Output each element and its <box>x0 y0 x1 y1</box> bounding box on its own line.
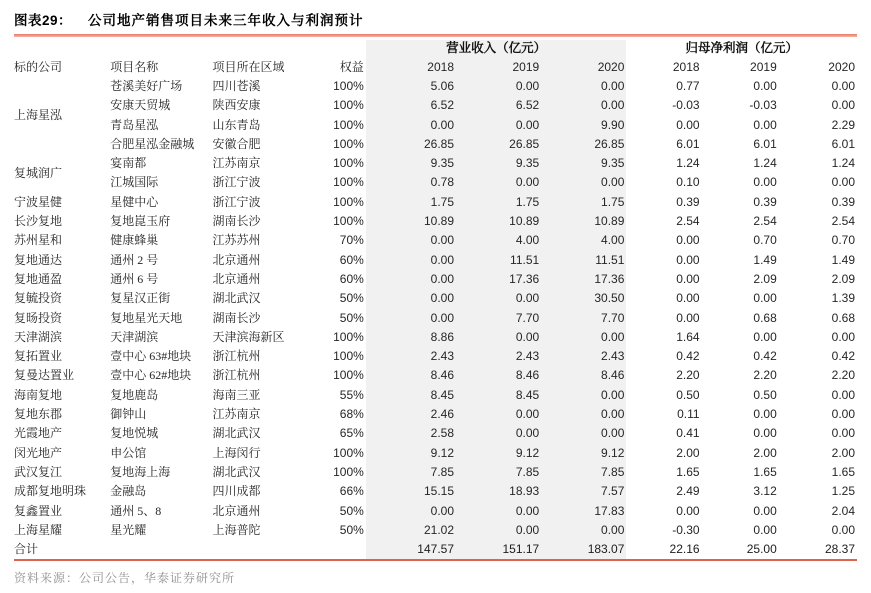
project-cell: 健康蜂巢 <box>110 233 159 248</box>
profit-cell-2019: 2.00 <box>753 445 777 460</box>
table-row <box>14 231 857 250</box>
region-cell: 安徽合肥 <box>212 136 261 151</box>
profit-cell-2019: 0.00 <box>753 291 777 306</box>
equity-cell: 100% <box>333 98 364 113</box>
equity-cell: 100% <box>333 329 364 344</box>
revenue-cell-2020: 7.57 <box>541 482 626 501</box>
company-cell: 复地通达 <box>14 252 63 267</box>
figure-caption <box>14 9 857 32</box>
profit-cell-2019: 0.00 <box>753 522 777 537</box>
project-cell: 金融岛 <box>110 484 147 499</box>
table-row <box>14 96 857 115</box>
revenue-cell-2018: 0.00 <box>366 231 456 250</box>
region-cell: 海南三亚 <box>212 387 261 402</box>
table-row <box>14 482 857 501</box>
equity-cell: 100% <box>333 464 364 479</box>
project-cell: 合肥星泓金融城 <box>110 136 195 151</box>
revenue-cell-2018: 15.15 <box>366 482 456 501</box>
project-cell: 复地崑玉府 <box>110 214 171 229</box>
project-cell: 申公馆 <box>110 445 147 460</box>
table-row <box>14 444 857 463</box>
revenue-cell-2018: 9.35 <box>366 154 456 173</box>
table-row <box>14 424 857 443</box>
revenue-cell-2020: 0.00 <box>541 521 626 540</box>
equity-cell: 100% <box>333 194 364 209</box>
revenue-cell-2019: 9.12 <box>456 444 541 463</box>
table-row <box>14 212 857 231</box>
table-row <box>14 154 857 173</box>
profit-cell-2018: 0.00 <box>676 233 700 248</box>
profit-cell-2020: 1.49 <box>831 252 855 267</box>
region-cell: 江苏南京 <box>212 156 261 171</box>
profit-cell-2019: 1.65 <box>753 464 777 479</box>
equity-cell: 100% <box>333 117 364 132</box>
project-cell: 安康天贸城 <box>110 98 171 113</box>
profit-cell-2018: 0.50 <box>676 387 700 402</box>
table-row <box>14 77 857 96</box>
profit-cell-2020: 0.68 <box>831 310 855 325</box>
profit-cell-2018: 0.00 <box>676 271 700 286</box>
col-header-rev-2019: 2019 <box>456 57 541 77</box>
total-revenue-cell-2018: 147.57 <box>366 540 456 559</box>
profit-cell-2018: 1.24 <box>676 156 700 171</box>
profit-cell-2019: 2.09 <box>753 271 777 286</box>
total-revenue-cell-2019: 151.17 <box>456 540 541 559</box>
revenue-cell-2020: 0.00 <box>541 96 626 115</box>
profit-cell-2018: 0.00 <box>676 117 700 132</box>
company-cell: 复拓置业 <box>14 349 63 364</box>
project-cell: 星光耀 <box>110 522 147 537</box>
profit-cell-2019: 1.49 <box>753 252 777 267</box>
table-header <box>14 40 857 77</box>
company-cell: 复旸投资 <box>14 310 63 325</box>
profit-cell-2018: 0.77 <box>676 79 700 93</box>
company-cell: 闵光地产 <box>14 445 63 460</box>
company-cell: 长沙复地 <box>14 214 63 229</box>
profit-cell-2018: 0.39 <box>676 194 700 209</box>
revenue-cell-2020: 9.35 <box>541 154 626 173</box>
revenue-cell-2020: 0.00 <box>541 173 626 192</box>
revenue-cell-2020: 17.83 <box>541 502 626 521</box>
table-body <box>14 77 857 559</box>
profit-cell-2020: 6.01 <box>831 136 855 151</box>
table-row <box>14 270 857 289</box>
group-header-profit: 归母净利润（亿元） <box>685 41 798 55</box>
table-row <box>14 193 857 212</box>
project-cell: 复星汉正街 <box>110 291 171 306</box>
total-profit-cell-2019: 25.00 <box>746 542 777 557</box>
company-cell: 上海星泓 <box>14 107 63 122</box>
col-header-rev-2020: 2020 <box>541 57 626 77</box>
project-cell: 宴南都 <box>110 156 147 171</box>
revenue-cell-2018: 0.00 <box>366 502 456 521</box>
project-cell: 壹中心 62#地块 <box>110 368 192 383</box>
table-row <box>14 309 857 328</box>
revenue-cell-2018: 8.86 <box>366 328 456 347</box>
revenue-cell-2019: 1.75 <box>456 193 541 212</box>
revenue-cell-2019: 0.00 <box>456 502 541 521</box>
project-cell: 天津湖滨 <box>110 329 159 344</box>
profit-cell-2019: 0.39 <box>753 194 777 209</box>
revenue-cell-2020: 17.36 <box>541 270 626 289</box>
revenue-cell-2019: 17.36 <box>456 270 541 289</box>
profit-cell-2019: -0.03 <box>749 98 777 113</box>
company-cell: 复毓投资 <box>14 291 63 306</box>
revenue-cell-2020: 9.90 <box>541 116 626 135</box>
profit-cell-2020: 2.54 <box>831 214 855 229</box>
profit-cell-2018: 1.65 <box>676 464 700 479</box>
revenue-cell-2018: 26.85 <box>366 135 456 154</box>
project-cell: 复地鹿岛 <box>110 387 159 402</box>
revenue-cell-2019: 6.52 <box>456 96 541 115</box>
source-note: 资料来源：公司公告，华泰证券研究所 <box>14 571 236 586</box>
profit-cell-2020: 0.00 <box>831 329 855 344</box>
equity-cell: 70% <box>339 233 364 248</box>
profit-cell-2020: 0.00 <box>831 407 855 422</box>
col-header-rev-2018: 2018 <box>366 57 456 77</box>
profit-cell-2020: 0.70 <box>831 233 855 248</box>
profit-cell-2019: 0.00 <box>753 426 777 441</box>
company-cell: 上海星耀 <box>14 522 63 537</box>
company-cell: 复城润广 <box>14 165 63 180</box>
profit-cell-2020: 0.39 <box>831 194 855 209</box>
caption-rule <box>14 34 857 37</box>
profit-cell-2020: 1.65 <box>831 464 855 479</box>
revenue-cell-2020: 10.89 <box>541 212 626 231</box>
revenue-cell-2018: 21.02 <box>366 521 456 540</box>
revenue-cell-2020: 2.43 <box>541 347 626 366</box>
revenue-cell-2020: 8.46 <box>541 366 626 385</box>
revenue-cell-2018: 0.00 <box>366 116 456 135</box>
figure-title: 公司地产销售项目未来三年收入与利润预计 <box>88 13 364 28</box>
equity-cell: 100% <box>333 136 364 151</box>
revenue-cell-2018: 0.78 <box>366 173 456 192</box>
revenue-cell-2020: 30.50 <box>541 289 626 308</box>
profit-cell-2019: 0.00 <box>753 175 777 190</box>
revenue-cell-2020: 4.00 <box>541 231 626 250</box>
region-cell: 湖北武汉 <box>212 464 261 479</box>
project-cell: 通州 2 号 <box>110 252 159 267</box>
forecast-table <box>14 40 857 559</box>
project-cell: 江城国际 <box>110 175 159 190</box>
revenue-cell-2019: 26.85 <box>456 135 541 154</box>
revenue-cell-2019: 0.00 <box>456 116 541 135</box>
profit-cell-2018: 0.41 <box>676 426 700 441</box>
profit-cell-2018: 2.00 <box>676 445 700 460</box>
table-row <box>14 173 857 192</box>
col-header-company: 标的公司 <box>14 60 63 74</box>
revenue-cell-2018: 8.45 <box>366 386 456 405</box>
region-cell: 上海闵行 <box>212 445 261 460</box>
profit-cell-2020: 2.00 <box>831 445 855 460</box>
table-row <box>14 116 857 135</box>
table-row <box>14 366 857 385</box>
profit-cell-2020: 2.09 <box>831 271 855 286</box>
profit-cell-2018: 0.10 <box>676 175 700 190</box>
revenue-cell-2020: 26.85 <box>541 135 626 154</box>
region-cell: 浙江宁波 <box>212 175 261 190</box>
revenue-cell-2018: 0.00 <box>366 289 456 308</box>
equity-cell: 100% <box>333 214 364 229</box>
revenue-cell-2019: 7.70 <box>456 309 541 328</box>
revenue-cell-2019: 0.00 <box>456 289 541 308</box>
project-cell: 复地海上海 <box>110 464 171 479</box>
col-header-profit-2019: 2019 <box>750 60 777 74</box>
region-cell: 陕西安康 <box>212 98 261 113</box>
project-cell: 通州 6 号 <box>110 271 159 286</box>
table-row <box>14 521 857 540</box>
revenue-cell-2019: 9.35 <box>456 154 541 173</box>
revenue-cell-2018: 1.75 <box>366 193 456 212</box>
profit-cell-2019: 0.00 <box>753 117 777 132</box>
profit-cell-2018: -0.30 <box>672 522 700 537</box>
company-cell: 成都复地明珠 <box>14 484 87 499</box>
region-cell: 四川苍溪 <box>212 79 261 93</box>
company-cell: 武汉复江 <box>14 464 63 479</box>
revenue-cell-2020: 11.51 <box>541 251 626 270</box>
table-bottom-rule <box>14 559 857 561</box>
profit-cell-2018: 1.64 <box>676 329 700 344</box>
equity-cell: 50% <box>339 310 364 325</box>
project-cell: 星健中心 <box>110 194 159 209</box>
col-header-profit-2020: 2020 <box>828 60 855 74</box>
revenue-cell-2018: 2.43 <box>366 347 456 366</box>
col-header-equity: 权益 <box>339 60 364 74</box>
profit-cell-2020: 0.00 <box>831 98 855 113</box>
profit-cell-2018: 2.54 <box>676 214 700 229</box>
region-cell: 浙江杭州 <box>212 349 261 364</box>
region-cell: 湖南长沙 <box>212 310 261 325</box>
equity-cell: 68% <box>339 407 364 422</box>
region-cell: 湖北武汉 <box>212 426 261 441</box>
revenue-cell-2019: 2.43 <box>456 347 541 366</box>
company-cell: 宁波星健 <box>14 194 63 209</box>
table-row <box>14 347 857 366</box>
revenue-cell-2018: 0.00 <box>366 270 456 289</box>
revenue-cell-2020: 7.85 <box>541 463 626 482</box>
profit-cell-2019: 2.20 <box>753 368 777 383</box>
profit-cell-2018: -0.03 <box>672 98 700 113</box>
equity-cell: 100% <box>333 156 364 171</box>
region-cell: 湖南长沙 <box>212 214 261 229</box>
revenue-cell-2019: 0.00 <box>456 405 541 424</box>
col-header-profit-2018: 2018 <box>672 60 700 74</box>
company-cell: 复地东郡 <box>14 407 63 422</box>
project-cell: 复地星光天地 <box>110 310 183 325</box>
col-header-project: 项目名称 <box>110 60 159 74</box>
revenue-cell-2020: 0.00 <box>541 77 626 96</box>
revenue-cell-2018: 0.00 <box>366 251 456 270</box>
equity-cell: 100% <box>333 79 364 93</box>
profit-cell-2018: 0.00 <box>676 310 700 325</box>
total-empty-cell <box>110 540 212 559</box>
project-cell: 通州 5、8 <box>110 503 162 518</box>
profit-cell-2020: 2.29 <box>831 117 855 132</box>
equity-cell: 100% <box>333 349 364 364</box>
revenue-cell-2018: 7.85 <box>366 463 456 482</box>
profit-cell-2020: 0.42 <box>831 349 855 364</box>
profit-cell-2019: 6.01 <box>753 136 777 151</box>
region-cell: 四川成都 <box>212 484 261 499</box>
project-cell: 御钟山 <box>110 407 147 422</box>
company-cell: 复曼达置业 <box>14 368 75 383</box>
profit-cell-2019: 0.00 <box>753 407 777 422</box>
equity-cell: 60% <box>339 271 364 286</box>
project-cell: 苍溪美好广场 <box>110 79 183 93</box>
revenue-cell-2020: 0.00 <box>541 405 626 424</box>
revenue-cell-2019: 7.85 <box>456 463 541 482</box>
project-cell: 壹中心 63#地块 <box>110 349 192 364</box>
profit-cell-2019: 0.00 <box>753 329 777 344</box>
revenue-cell-2019: 0.00 <box>456 328 541 347</box>
equity-cell: 100% <box>333 175 364 190</box>
total-profit-cell-2018: 22.16 <box>669 542 700 557</box>
revenue-cell-2018: 0.00 <box>366 309 456 328</box>
company-cell: 光霞地产 <box>14 426 63 441</box>
revenue-cell-2019: 0.00 <box>456 424 541 443</box>
revenue-cell-2018: 5.06 <box>366 77 456 96</box>
revenue-cell-2018: 8.46 <box>366 366 456 385</box>
revenue-cell-2019: 11.51 <box>456 251 541 270</box>
company-cell: 复地通盈 <box>14 271 63 286</box>
profit-cell-2020: 0.00 <box>831 426 855 441</box>
column-header-row <box>14 57 857 77</box>
table-row <box>14 328 857 347</box>
region-cell: 浙江宁波 <box>212 194 261 209</box>
profit-cell-2020: 2.04 <box>831 503 855 518</box>
profit-cell-2019: 0.42 <box>753 349 777 364</box>
equity-cell: 65% <box>339 426 364 441</box>
region-cell: 浙江杭州 <box>212 368 261 383</box>
company-cell: 复鑫置业 <box>14 503 63 518</box>
profit-cell-2020: 1.39 <box>831 291 855 306</box>
company-cell: 苏州星和 <box>14 233 63 248</box>
project-cell: 青岛星泓 <box>110 117 159 132</box>
revenue-cell-2018: 9.12 <box>366 444 456 463</box>
figure-label: 图表29： <box>14 13 73 28</box>
region-cell: 北京通州 <box>212 271 261 286</box>
revenue-cell-2018: 10.89 <box>366 212 456 231</box>
profit-cell-2018: 0.11 <box>677 407 700 422</box>
revenue-cell-2018: 2.58 <box>366 424 456 443</box>
profit-cell-2018: 0.00 <box>676 252 700 267</box>
revenue-cell-2020: 1.75 <box>541 193 626 212</box>
revenue-cell-2019: 8.46 <box>456 366 541 385</box>
group-header-row <box>14 40 857 57</box>
profit-cell-2019: 1.24 <box>753 156 777 171</box>
table-row <box>14 289 857 308</box>
profit-cell-2018: 0.42 <box>676 349 700 364</box>
profit-cell-2020: 1.25 <box>831 484 855 499</box>
equity-cell: 50% <box>339 522 364 537</box>
col-header-region: 项目所在区域 <box>212 60 285 74</box>
profit-cell-2018: 0.00 <box>676 503 700 518</box>
table-row <box>14 251 857 270</box>
equity-cell: 66% <box>339 484 364 499</box>
profit-cell-2019: 0.68 <box>753 310 777 325</box>
revenue-cell-2019: 4.00 <box>456 231 541 250</box>
region-cell: 江苏苏州 <box>212 233 261 248</box>
equity-cell: 50% <box>339 291 364 306</box>
equity-cell: 50% <box>339 503 364 518</box>
revenue-cell-2020: 0.00 <box>541 386 626 405</box>
profit-cell-2019: 0.00 <box>753 79 777 93</box>
revenue-cell-2019: 0.00 <box>456 173 541 192</box>
total-profit-cell-2020: 28.37 <box>824 542 855 557</box>
region-cell: 天津滨海新区 <box>212 329 285 344</box>
revenue-cell-2019: 18.93 <box>456 482 541 501</box>
region-cell: 北京通州 <box>212 252 261 267</box>
region-cell: 北京通州 <box>212 503 261 518</box>
project-cell: 复地悦城 <box>110 426 159 441</box>
equity-cell: 100% <box>333 368 364 383</box>
region-cell: 上海普陀 <box>212 522 261 537</box>
table-row <box>14 405 857 424</box>
equity-cell: 100% <box>333 445 364 460</box>
profit-cell-2020: 0.00 <box>831 522 855 537</box>
region-cell: 山东青岛 <box>212 117 261 132</box>
company-cell: 海南复地 <box>14 387 63 402</box>
total-empty-cell <box>212 540 315 559</box>
profit-cell-2020: 2.20 <box>831 368 855 383</box>
equity-cell: 60% <box>339 252 364 267</box>
revenue-cell-2020: 9.12 <box>541 444 626 463</box>
revenue-cell-2018: 2.46 <box>366 405 456 424</box>
profit-cell-2018: 6.01 <box>676 136 700 151</box>
revenue-cell-2019: 0.00 <box>456 521 541 540</box>
revenue-cell-2020: 0.00 <box>541 424 626 443</box>
profit-cell-2018: 2.49 <box>676 484 700 499</box>
profit-cell-2018: 2.20 <box>676 368 700 383</box>
group-header-spacer <box>14 40 366 57</box>
region-cell: 江苏南京 <box>212 407 261 422</box>
revenue-cell-2019: 0.00 <box>456 77 541 96</box>
profit-cell-2020: 0.00 <box>831 175 855 190</box>
revenue-cell-2020: 0.00 <box>541 328 626 347</box>
group-header-revenue: 营业收入（亿元） <box>366 40 627 57</box>
profit-cell-2020: 0.00 <box>831 79 855 93</box>
revenue-cell-2019: 8.45 <box>456 386 541 405</box>
revenue-cell-2020: 7.70 <box>541 309 626 328</box>
revenue-cell-2018: 6.52 <box>366 96 456 115</box>
profit-cell-2019: 0.00 <box>753 503 777 518</box>
profit-cell-2019: 0.70 <box>753 233 777 248</box>
profit-cell-2019: 0.50 <box>753 387 777 402</box>
region-cell: 湖北武汉 <box>212 291 261 306</box>
equity-cell: 55% <box>339 387 364 402</box>
table-row <box>14 463 857 482</box>
profit-cell-2020: 0.00 <box>831 387 855 402</box>
profit-cell-2018: 0.00 <box>676 291 700 306</box>
table-row <box>14 502 857 521</box>
total-label-cell: 合计 <box>14 542 39 557</box>
total-revenue-cell-2020: 183.07 <box>541 540 626 559</box>
total-empty-cell <box>316 540 366 559</box>
profit-cell-2019: 3.12 <box>753 484 777 499</box>
total-row <box>14 540 857 559</box>
table-row <box>14 386 857 405</box>
table-row <box>14 135 857 154</box>
profit-cell-2019: 2.54 <box>753 214 777 229</box>
profit-cell-2020: 1.24 <box>831 156 855 171</box>
revenue-cell-2019: 10.89 <box>456 212 541 231</box>
company-cell: 天津湖滨 <box>14 329 63 344</box>
